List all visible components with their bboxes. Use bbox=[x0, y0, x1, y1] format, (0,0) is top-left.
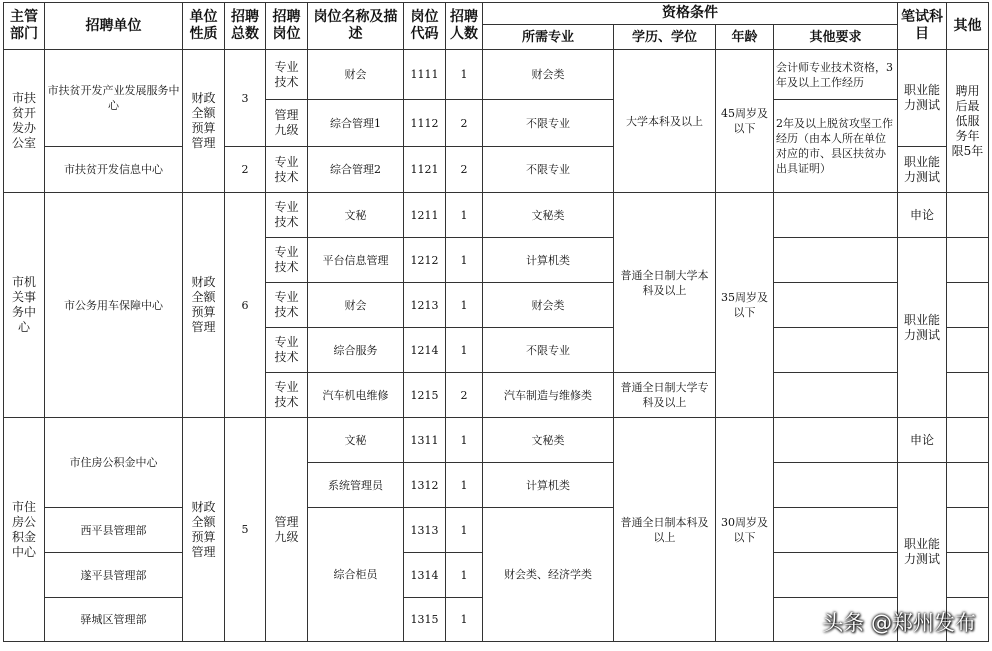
major-cell: 财会类 bbox=[483, 50, 614, 100]
count-cell: 1 bbox=[446, 328, 483, 373]
code-cell: 1211 bbox=[404, 193, 446, 238]
dept-cell: 市住房公积金中心 bbox=[4, 418, 45, 642]
header-post: 招聘岗位 bbox=[266, 3, 308, 50]
unit-cell: 驿城区管理部 bbox=[45, 598, 183, 642]
post-cell: 管理九级 bbox=[266, 100, 308, 147]
count-cell: 1 bbox=[446, 463, 483, 508]
code-cell: 1315 bbox=[404, 598, 446, 642]
watermark: 头条 @郑州发布 bbox=[822, 611, 976, 635]
code-cell: 1213 bbox=[404, 283, 446, 328]
code-cell: 1111 bbox=[404, 50, 446, 100]
major-cell: 不限专业 bbox=[483, 147, 614, 193]
unit-cell: 西平县管理部 bbox=[45, 508, 183, 553]
count-cell: 1 bbox=[446, 418, 483, 463]
other-cell bbox=[947, 238, 989, 283]
count-cell: 1 bbox=[446, 238, 483, 283]
exam-cell: 申论 bbox=[898, 193, 947, 238]
other-cell bbox=[947, 328, 989, 373]
other-cell bbox=[947, 193, 989, 238]
header-qualifications: 资格条件 bbox=[483, 3, 898, 25]
count-cell: 2 bbox=[446, 147, 483, 193]
count-cell: 2 bbox=[446, 373, 483, 418]
age-cell: 35周岁及以下 bbox=[716, 193, 774, 418]
count-cell: 1 bbox=[446, 283, 483, 328]
post-name-cell: 文秘 bbox=[308, 193, 404, 238]
post-name-cell: 综合柜员 bbox=[308, 508, 404, 642]
other-cell bbox=[947, 283, 989, 328]
post-name-cell: 综合管理2 bbox=[308, 147, 404, 193]
count-cell: 1 bbox=[446, 553, 483, 598]
code-cell: 1314 bbox=[404, 553, 446, 598]
code-cell: 1212 bbox=[404, 238, 446, 283]
other-req-cell: 2年及以上脱贫攻坚工作经历（由本人所在单位对应的市、县区扶贫办出具证明） bbox=[774, 100, 898, 193]
other-req-cell bbox=[774, 238, 898, 283]
exam-cell: 职业能力测试 bbox=[898, 147, 947, 193]
post-cell: 专业技术 bbox=[266, 238, 308, 283]
post-cell: 管理九级 bbox=[266, 418, 308, 642]
code-cell: 1121 bbox=[404, 147, 446, 193]
code-cell: 1312 bbox=[404, 463, 446, 508]
code-cell: 1214 bbox=[404, 328, 446, 373]
major-cell: 不限专业 bbox=[483, 328, 614, 373]
post-name-cell: 综合管理1 bbox=[308, 100, 404, 147]
header-code: 岗位代码 bbox=[404, 3, 446, 50]
other-req-cell bbox=[774, 418, 898, 463]
dept-cell: 市机关事务中心 bbox=[4, 193, 45, 418]
major-cell: 不限专业 bbox=[483, 100, 614, 147]
education-cell: 普通全日制大学专科及以上 bbox=[614, 373, 716, 418]
post-cell: 专业技术 bbox=[266, 283, 308, 328]
major-cell: 文秘类 bbox=[483, 418, 614, 463]
header-exam: 笔试科目 bbox=[898, 3, 947, 50]
code-cell: 1313 bbox=[404, 508, 446, 553]
other-cell bbox=[947, 418, 989, 463]
unit-cell: 市住房公积金中心 bbox=[45, 418, 183, 508]
recruitment-table bbox=[3, 2, 989, 642]
code-cell: 1112 bbox=[404, 100, 446, 147]
header-education: 学历、学位 bbox=[614, 25, 716, 50]
major-cell: 财会类 bbox=[483, 283, 614, 328]
post-name-cell: 财会 bbox=[308, 50, 404, 100]
other-req-cell bbox=[774, 553, 898, 598]
major-cell: 计算机类 bbox=[483, 463, 614, 508]
nature-cell: 财政全额预算管理 bbox=[183, 193, 225, 418]
other-req-cell bbox=[774, 193, 898, 238]
post-name-cell: 平台信息管理 bbox=[308, 238, 404, 283]
post-cell: 专业技术 bbox=[266, 193, 308, 238]
nature-cell: 财政全额预算管理 bbox=[183, 50, 225, 193]
exam-cell: 申论 bbox=[898, 418, 947, 463]
post-cell: 专业技术 bbox=[266, 50, 308, 100]
education-cell: 普通全日制大学本科及以上 bbox=[614, 193, 716, 373]
education-cell: 大学本科及以上 bbox=[614, 50, 716, 193]
count-cell: 2 bbox=[446, 100, 483, 147]
total-cell: 6 bbox=[225, 193, 266, 418]
code-cell: 1215 bbox=[404, 373, 446, 418]
major-cell: 文秘类 bbox=[483, 193, 614, 238]
code-cell: 1311 bbox=[404, 418, 446, 463]
header-post-name: 岗位名称及描述 bbox=[308, 3, 404, 50]
post-cell: 专业技术 bbox=[266, 373, 308, 418]
post-name-cell: 财会 bbox=[308, 283, 404, 328]
unit-cell: 市公务用车保障中心 bbox=[45, 193, 183, 418]
exam-cell: 职业能力测试 bbox=[898, 50, 947, 147]
other-req-cell: 会计师专业技术资格，3年及以上工作经历 bbox=[774, 50, 898, 100]
post-name-cell: 文秘 bbox=[308, 418, 404, 463]
other-cell bbox=[947, 553, 989, 598]
post-name-cell: 系统管理员 bbox=[308, 463, 404, 508]
age-cell: 30周岁及以下 bbox=[716, 418, 774, 642]
header-age: 年龄 bbox=[716, 25, 774, 50]
count-cell: 1 bbox=[446, 508, 483, 553]
count-cell: 1 bbox=[446, 598, 483, 642]
other-req-cell bbox=[774, 373, 898, 418]
other-cell bbox=[947, 508, 989, 553]
header-major: 所需专业 bbox=[483, 25, 614, 50]
nature-cell: 财政全额预算管理 bbox=[183, 418, 225, 642]
header-nature: 单位性质 bbox=[183, 3, 225, 50]
header-unit: 招聘单位 bbox=[45, 3, 183, 50]
other-cell: 聘用后最低服务年限5年 bbox=[947, 50, 989, 193]
header-total: 招聘总数 bbox=[225, 3, 266, 50]
dept-cell: 市扶贫开发办公室 bbox=[4, 50, 45, 193]
count-cell: 1 bbox=[446, 50, 483, 100]
other-cell bbox=[947, 463, 989, 508]
other-req-cell bbox=[774, 283, 898, 328]
major-cell: 计算机类 bbox=[483, 238, 614, 283]
header-dept: 主管部门 bbox=[4, 3, 45, 50]
unit-cell: 市扶贫开发信息中心 bbox=[45, 147, 183, 193]
post-cell: 专业技术 bbox=[266, 328, 308, 373]
total-cell: 5 bbox=[225, 418, 266, 642]
post-name-cell: 综合服务 bbox=[308, 328, 404, 373]
count-cell: 1 bbox=[446, 193, 483, 238]
exam-cell: 职业能力测试 bbox=[898, 463, 947, 642]
total-cell: 3 bbox=[225, 50, 266, 147]
education-cell: 普通全日制本科及以上 bbox=[614, 418, 716, 642]
header-other-req: 其他要求 bbox=[774, 25, 898, 50]
other-req-cell bbox=[774, 463, 898, 508]
post-name-cell: 汽车机电维修 bbox=[308, 373, 404, 418]
age-cell: 45周岁及以下 bbox=[716, 50, 774, 193]
major-cell: 汽车制造与维修类 bbox=[483, 373, 614, 418]
header-other: 其他 bbox=[947, 3, 989, 50]
unit-cell: 市扶贫开发产业发展服务中心 bbox=[45, 50, 183, 147]
unit-cell: 遂平县管理部 bbox=[45, 553, 183, 598]
other-req-cell bbox=[774, 328, 898, 373]
header-count: 招聘人数 bbox=[446, 3, 483, 50]
post-cell: 专业技术 bbox=[266, 147, 308, 193]
total-cell: 2 bbox=[225, 147, 266, 193]
exam-cell: 职业能力测试 bbox=[898, 238, 947, 418]
other-req-cell bbox=[774, 508, 898, 553]
major-cell: 财会类、经济学类 bbox=[483, 508, 614, 642]
other-cell bbox=[947, 373, 989, 418]
